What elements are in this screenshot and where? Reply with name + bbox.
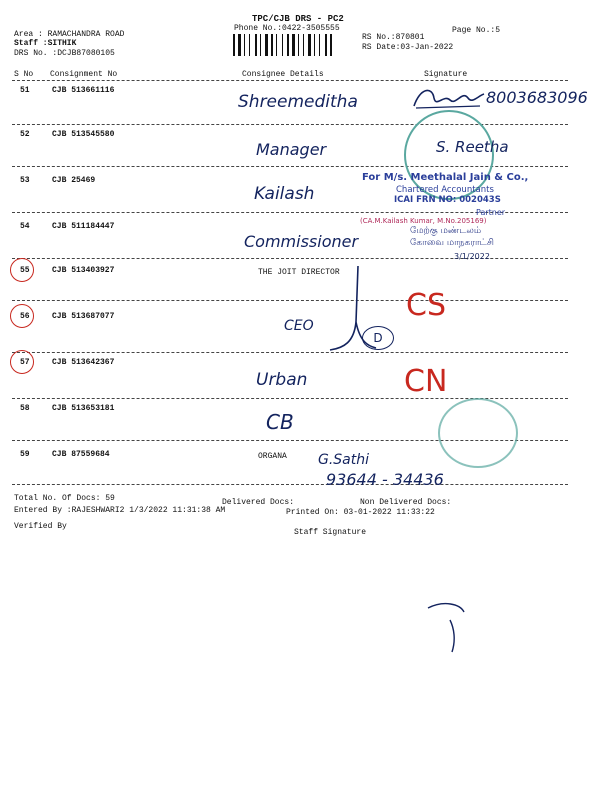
staff-label: Staff :SITHIK <box>14 39 77 48</box>
row-divider <box>12 124 568 125</box>
row-number: 51 <box>20 86 30 95</box>
handwritten-name: Kailash <box>254 184 315 204</box>
stamp-partner-name: (CA.M.Kailash Kumar, M.No.205169) <box>360 217 487 225</box>
red-circle-mark <box>10 258 34 282</box>
area-label: Area : RAMACHANDRA ROAD <box>14 30 125 39</box>
stamp-frn: ICAI FRN NO: 002043S <box>394 195 501 205</box>
consignment-number: CJB 513545580 <box>52 130 115 139</box>
handwritten-name: Manager <box>256 140 327 159</box>
row-number: 53 <box>20 176 30 185</box>
row-number: 54 <box>20 222 30 231</box>
firm-stamp <box>358 172 530 261</box>
row-number: 56 <box>20 312 30 321</box>
handwritten-name: Commissioner <box>244 232 359 251</box>
row-divider <box>12 352 568 353</box>
drs-number: DRS No. :DCJB87080105 <box>14 49 115 58</box>
row-number: 57 <box>20 358 30 367</box>
handwritten-signature: S. Reetha <box>436 138 509 156</box>
entered-by: Entered By :RAJESHWARI2 1/3/2022 11:31:38 AM <box>14 506 226 515</box>
row-number: 59 <box>20 450 30 459</box>
row-number: 55 <box>20 266 30 275</box>
red-circle-mark <box>10 304 34 328</box>
stamp-line: Partner <box>476 208 506 217</box>
phone-number: Phone No.:0422-3505555 <box>234 24 340 33</box>
row-divider <box>12 484 568 485</box>
red-mark-cn: CN <box>404 364 448 399</box>
red-circle-mark <box>10 350 34 374</box>
column-header-consignee: Consignee Details <box>242 70 324 79</box>
handwritten-stroke <box>420 598 470 654</box>
stamp-line: Chartered Accountants <box>396 185 494 195</box>
column-header-consignment: Consignment No <box>50 70 118 79</box>
page-number: Page No.:5 <box>452 26 501 35</box>
barcode <box>232 34 354 56</box>
handwritten-circle: D <box>362 326 394 350</box>
non-delivered-docs: Non Delivered Docs: <box>360 498 452 507</box>
handwritten-phone: 8003683096 <box>486 88 588 107</box>
staff-signature-label: Staff Signature <box>294 528 367 537</box>
consignment-number: CJB 513653181 <box>52 404 115 413</box>
handwritten-name: Urban <box>256 370 308 390</box>
handwritten-signature: G.Sathi <box>318 452 370 468</box>
row-number: 52 <box>20 130 30 139</box>
consignment-number: CJB 513661116 <box>52 86 115 95</box>
consignee-note: THE JOIT DIRECTOR <box>258 268 340 277</box>
handwritten-phone: 93644 - 34436 <box>326 470 444 489</box>
red-mark-cs: CS <box>406 288 446 323</box>
verified-by: Verified By <box>14 522 67 531</box>
column-header-sno: S No <box>14 70 34 79</box>
printed-on: Printed On: 03-01-2022 11:33:22 <box>286 508 435 517</box>
header-rule <box>12 80 568 81</box>
consignment-number: CJB 25469 <box>52 176 96 185</box>
consignment-number: CJB 513642367 <box>52 358 115 367</box>
row-number: 58 <box>20 404 30 413</box>
document-title: TPC/CJB DRS - PC2 <box>252 14 344 24</box>
rs-number: RS No.:870801 <box>362 33 425 42</box>
consignment-number: CJB 513403927 <box>52 266 115 275</box>
total-docs: Total No. Of Docs: 59 <box>14 494 115 503</box>
column-header-signature: Signature <box>424 70 468 79</box>
rs-date: RS Date:03-Jan-2022 <box>362 43 454 52</box>
stamp-tamil-line: மேற்கு மண்டலம் <box>410 226 482 236</box>
consignment-number: CJB 511184447 <box>52 222 115 231</box>
round-seal-stamp <box>438 398 518 468</box>
stamp-date: 3/1/2022 <box>454 252 490 261</box>
consignment-number: CJB 87559684 <box>52 450 110 459</box>
consignee-note: ORGANA <box>258 452 287 461</box>
handwritten-name: CEO <box>284 318 314 334</box>
handwritten-name: CB <box>266 410 294 434</box>
stamp-tamil-line: கோவை மாநகராட்சி <box>410 238 494 248</box>
consignment-number: CJB 513687077 <box>52 312 115 321</box>
handwritten-name: Shreemeditha <box>238 92 358 112</box>
stamp-firm-name: For M/s. Meethalal Jain & Co., <box>362 172 529 183</box>
row-divider <box>12 300 568 301</box>
delivered-docs: Delivered Docs: <box>222 498 295 507</box>
